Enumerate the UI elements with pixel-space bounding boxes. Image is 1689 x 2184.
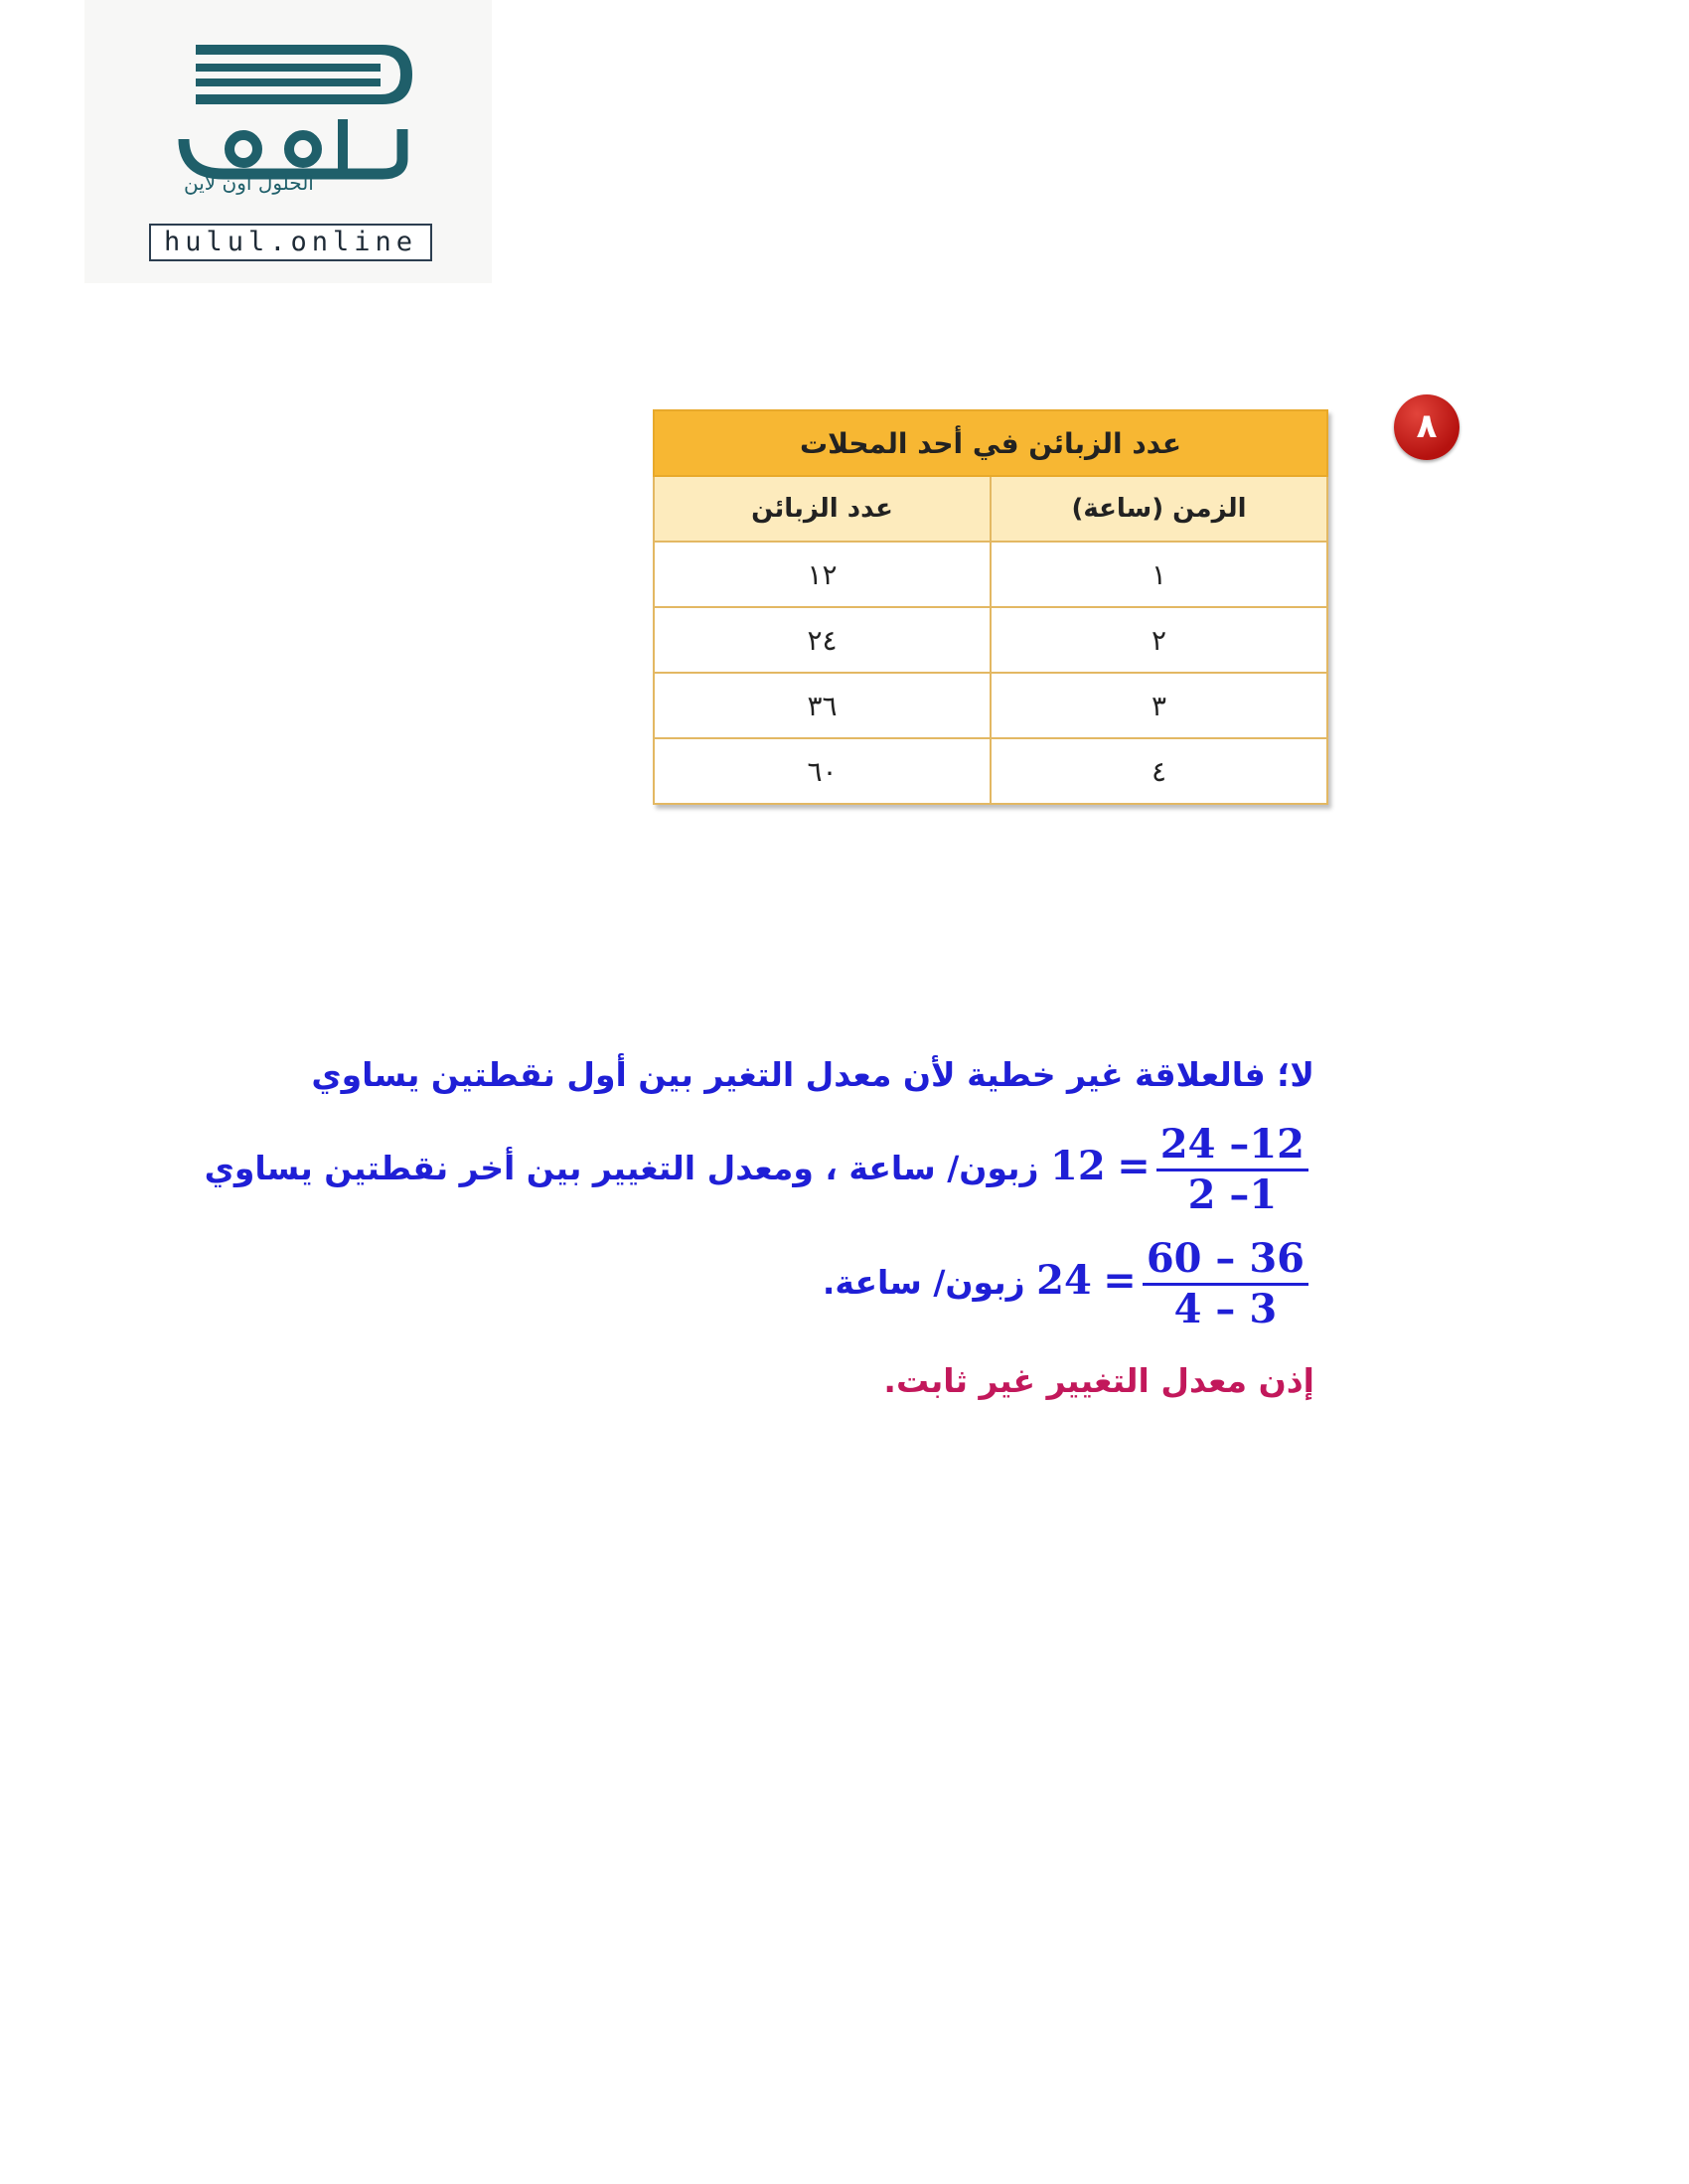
- table-row: [654, 542, 1327, 607]
- site-logo: [84, 0, 492, 283]
- solution-line-3: [823, 1235, 1314, 1333]
- solution-line-2-text: زبون/ ساعة ، ومعدل التغيير بين أخر نقطتين يساوي: [204, 1149, 1039, 1187]
- table-cell: ٤: [991, 738, 1327, 804]
- table-cell: ٦٠: [654, 738, 991, 804]
- table-cell: ١٢: [654, 542, 991, 607]
- rate-value-first: 12: [1050, 1143, 1106, 1189]
- table-cell: ٢٤: [654, 607, 991, 673]
- rate-value-second: 24: [1036, 1257, 1092, 1304]
- equals-sign: =: [1103, 1257, 1137, 1304]
- fraction-denominator: 4 – 3: [1173, 1286, 1278, 1332]
- fraction-first: [1156, 1121, 1308, 1219]
- table-header-time: الزمن (ساعة): [991, 476, 1327, 542]
- solution-line-2: [205, 1121, 1314, 1219]
- table-header-customers: عدد الزبائن: [654, 476, 991, 542]
- fraction-numerator: 24 –12: [1156, 1121, 1308, 1171]
- fraction-numerator: 60 – 36: [1143, 1235, 1308, 1286]
- table-cell: ٣: [991, 673, 1327, 738]
- table-cell: ١: [991, 542, 1327, 607]
- fraction-denominator: 2 –1: [1187, 1171, 1278, 1218]
- customers-table: [653, 409, 1328, 805]
- table-row: [654, 738, 1327, 804]
- equals-sign: =: [1117, 1143, 1151, 1189]
- solution-line-3-text: زبون/ ساعة.: [822, 1263, 1025, 1302]
- table-cell: ٢: [991, 607, 1327, 673]
- solution-line-1: لا؛ فالعلاقة غير خطية لأن معدل التغير بين أول نقطتين يساوي: [311, 1055, 1314, 1094]
- logo-tagline: الحلول اون لاين: [184, 171, 314, 195]
- question-number-badge: ٨: [1394, 394, 1459, 460]
- table-cell: ٣٦: [654, 673, 991, 738]
- logo-domain: hulul.online: [149, 224, 432, 261]
- fraction-second: [1143, 1235, 1308, 1333]
- table-row: [654, 673, 1327, 738]
- table-title: عدد الزبائن في أحد المحلات: [654, 410, 1327, 476]
- solution-conclusion: إذن معدل التغيير غير ثابت.: [883, 1361, 1314, 1400]
- table-row: [654, 607, 1327, 673]
